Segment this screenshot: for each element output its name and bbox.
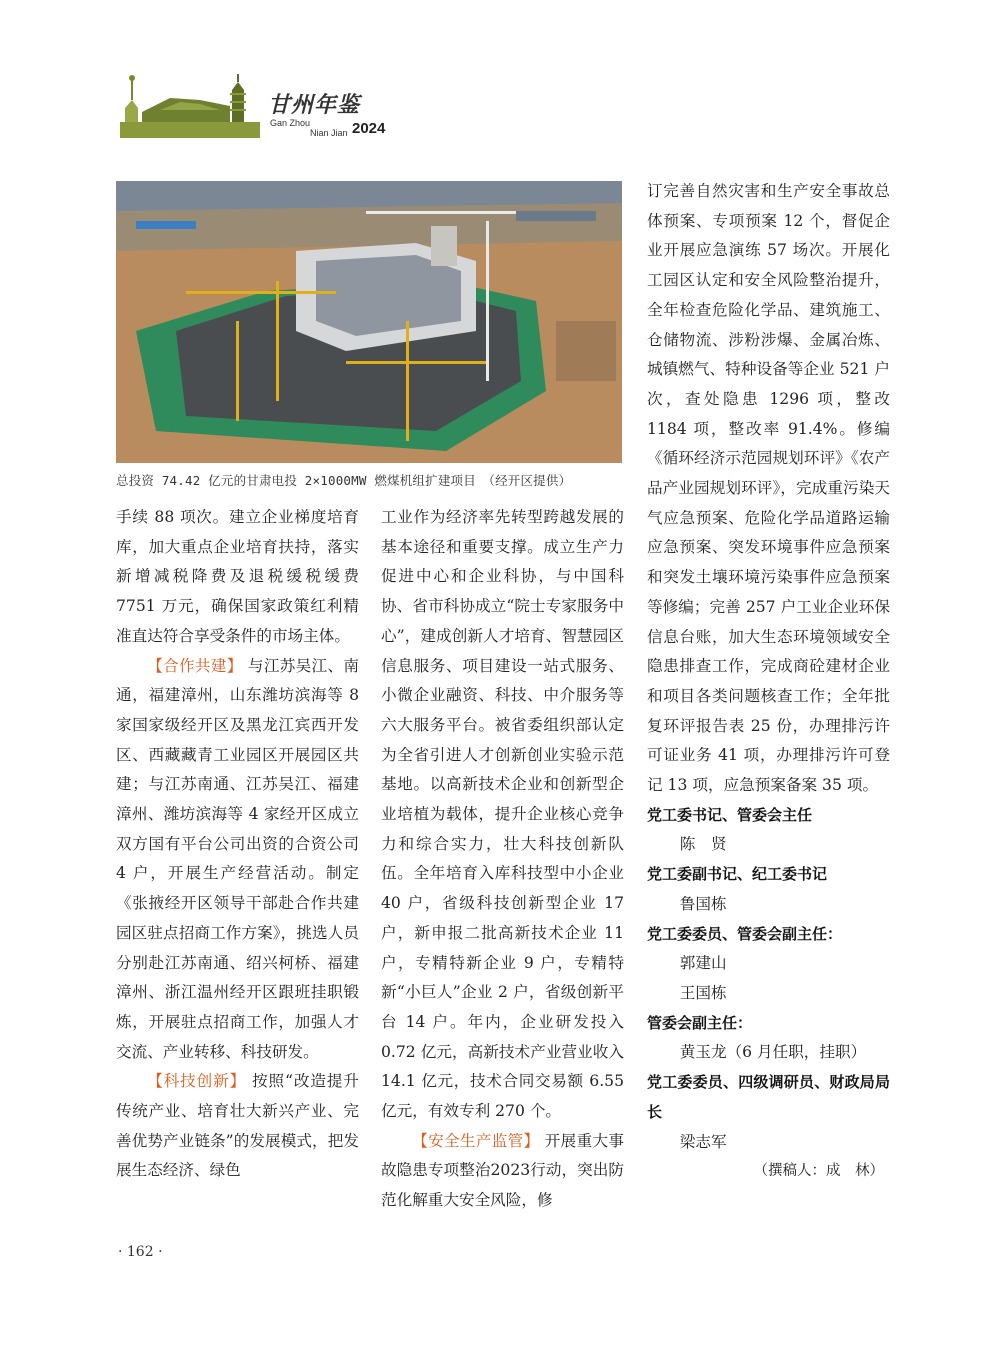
leader-role: 党工委副书记、纪工委书记 bbox=[647, 865, 828, 884]
leader-name: 梁志军 bbox=[679, 1132, 727, 1151]
paragraph-safety bbox=[381, 1127, 624, 1216]
paragraph-innovation bbox=[116, 1067, 359, 1186]
leader-role: 党工委书记、管委会主任 bbox=[647, 805, 813, 824]
text-column-1 bbox=[116, 503, 359, 1186]
section-tag-cooperation: 【合作共建】 bbox=[147, 656, 243, 675]
leader-role: 管委会副主任： bbox=[647, 1013, 753, 1032]
yearbook-subtitle-left: Gan Zhou bbox=[270, 118, 311, 128]
leader-role: 党工委委员、管委会副主任： bbox=[647, 924, 843, 943]
paragraph: 手续 88 项次。建立企业梯度培育库，加大重点企业培育扶持，落实新增减税降费及退税缓税缓费 7751 万元，确保国家政策红利精准直达符合享受条件的市场主体。 bbox=[116, 508, 359, 645]
author-credit: （撰稿人：成 林） bbox=[753, 1163, 884, 1180]
leader-name: 王国栋 bbox=[679, 983, 727, 1002]
section-tag-safety: 【安全生产监管】 bbox=[412, 1131, 540, 1150]
leader-name: 鲁国栋 bbox=[679, 894, 727, 913]
leader-name: 郭建山 bbox=[679, 954, 727, 973]
pagoda-landscape-logo bbox=[120, 70, 260, 140]
leader-name: 陈 贤 bbox=[679, 835, 727, 854]
text-column-3 bbox=[647, 177, 890, 1187]
paragraph-text: 按照“改造提升传统产业、培育壮大新兴产业、完善优势产业链条”的发展模式，把发展生态经济、绿色 bbox=[116, 1072, 359, 1180]
text-column-2 bbox=[381, 503, 624, 1216]
yearbook-year: 2024 bbox=[352, 120, 386, 137]
paragraph-text: 开展重大事故隐患专项整治2023行动，突出防范化解重大安全风险，修 bbox=[381, 1131, 624, 1210]
yearbook-title: 甘州年鉴 bbox=[268, 92, 361, 118]
photo-caption: 总投资 74.42 亿元的甘肃电投 2×1000MW 燃煤机组扩建项目 （经开区提供） bbox=[116, 473, 572, 488]
section-tag-innovation: 【科技创新】 bbox=[147, 1072, 247, 1091]
construction-site-photo bbox=[116, 181, 622, 463]
leader-role: 党工委委员、四级调研员、财政局局长 bbox=[647, 1073, 890, 1121]
yearbook-header bbox=[120, 70, 420, 140]
yearbook-subtitle-right: Nian Jian bbox=[310, 128, 348, 138]
paragraph: 工业作为经济率先转型跨越发展的基本途径和重要支撑。成立生产力促进中心和企业科协，与中国科协、省市科协成立“院士专家服务中心”，建成创新人才培育、智慧园区信息服务、项目建设一站式服务、小微企业融资、科技、中介服务等六大服务平台。被省委组织部认定为全省引进人才创新创业实验示范基地。以高新技术企业和创新型企业培植为载体，提升企业核心竞争力和综合实力，壮大科技创新队伍。全年培育入库科技型中小企业 40 户，省级科技创新型企业 17 户，新申报二批高新技术企业 11 户，专精特新企业 9 户，专精特新“小巨人”企业 2 户，省级创新平台 14 户。年内，企业研发投入 0.72 亿元，高新技术产业营业收入 14.1 亿元，技术合同交易额 6.55 亿元，有效专利 270 个。 bbox=[381, 508, 624, 1121]
paragraph-text: 与江苏吴江、南通，福建漳州，山东潍坊滨海等 8 家国家级经开区及黑龙江宾西开发区、西藏藏青工业园区开展园区共建；与江苏南通、江苏吴江、福建漳州、潍坊滨海等 4 家经开区成立双方国有平台公司出资的合资公司 4 户，开展生产经营活动。制定《张掖经开区领导干部赴合作共建园区驻点招商工作方案》，挑选人员分别赴江苏南通、绍兴柯桥、福建漳州、浙江温州经开区跟班挂职锻炼，开展驻点招商工作，加强人才交流、产业转移、科技研发。 bbox=[116, 656, 359, 1061]
paragraph-cooperation bbox=[116, 652, 359, 1068]
leader-name: 黄玉龙（6 月任职，挂职） bbox=[679, 1043, 867, 1062]
paragraph: 订完善自然灾害和生产安全事故总体预案、专项预案 12 个，督促企业开展应急演练 57 场次。开展化工园区认定和安全风险整治提升，全年检查危险化学品、建筑施工、仓储物流、涉粉涉爆、金属冶炼、城镇燃气、特种设备等企业 521 户次，查处隐患 1296 项，整改 1184 项，整改率 91.4%。修编《循环经济示范园规划环评》《农产品产业园规划环评》，完成重污染天气应急预案、危险化学品道路运输应急预案、突发环境事件应急预案和突发土壤环境污染事件应急预案等修编；完善 257 户工业企业环保信息台账，加大生态环境领域安全隐患排查工作，完成商砼建材企业和项目各类问题核查工作；全年批复环评报告表 25 份，办理排污许可证业务 41 项，办理排污许可登记 13 项，应急预案备案 35 项。 bbox=[647, 182, 890, 795]
page-number: · 162 · bbox=[118, 1244, 163, 1260]
